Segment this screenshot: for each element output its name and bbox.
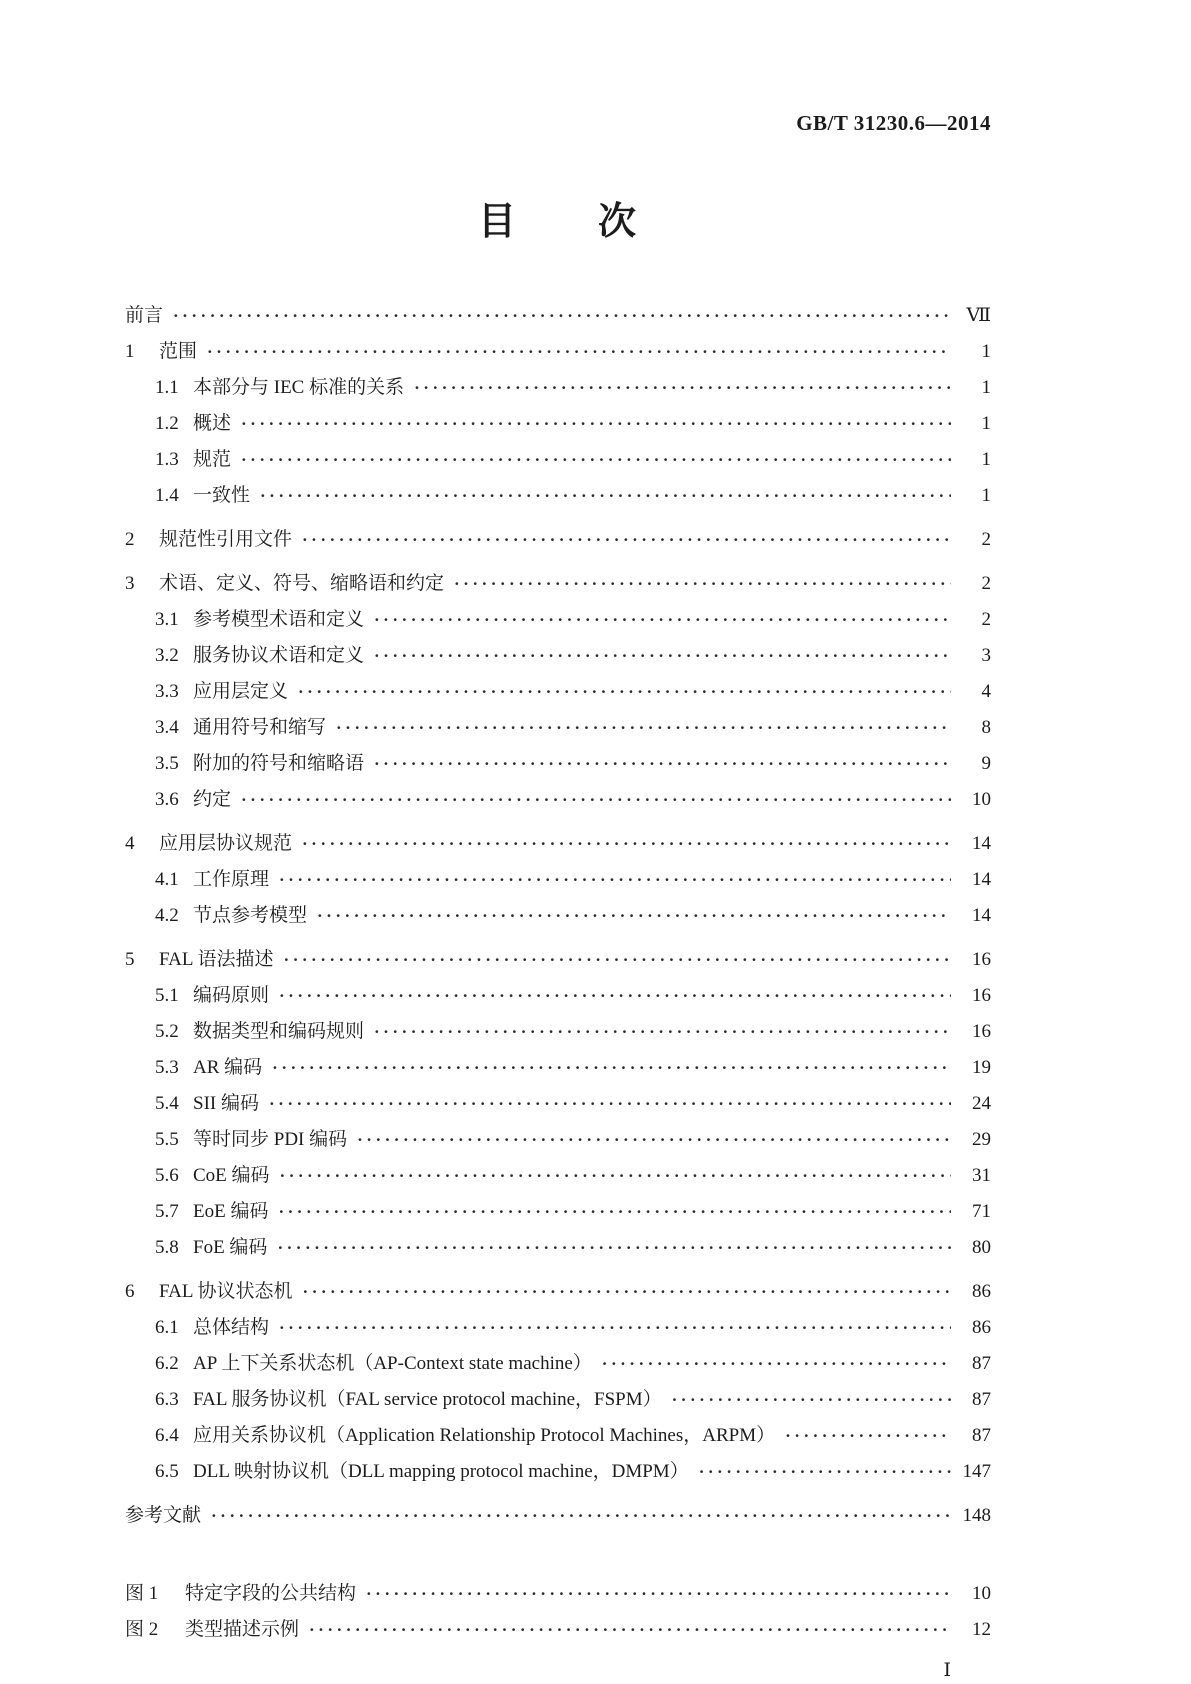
toc-entry-page: 16 xyxy=(972,985,991,1006)
toc-entry-number: 5.1 xyxy=(155,985,179,1006)
toc-leader-dots xyxy=(241,782,951,818)
doc-number: GB/T 31230.6—2014 xyxy=(796,111,991,135)
toc-entry-number: 1.3 xyxy=(155,449,179,470)
toc-entry-label: 范围 xyxy=(159,341,198,362)
toc-entry-label: 总体结构 xyxy=(193,1317,270,1338)
toc-entry-number: 3 xyxy=(125,573,135,594)
toc-leader-dots xyxy=(785,1418,951,1454)
toc-entry-number: 1 xyxy=(125,341,135,362)
toc-leader-dots xyxy=(414,370,951,406)
toc-entry-label: 应用层定义 xyxy=(193,681,289,702)
toc-entry-number: 3.2 xyxy=(155,645,179,666)
toc-entry-page: 14 xyxy=(972,869,991,890)
toc-entry xyxy=(125,1158,991,1194)
toc-entry xyxy=(125,1230,991,1266)
toc-entry-number: 5.3 xyxy=(155,1057,179,1078)
toc-entry-label: 应用层协议规范 xyxy=(159,833,293,854)
toc-entry-label: AR 编码 xyxy=(193,1057,263,1078)
toc-entry-label: SII 编码 xyxy=(193,1093,259,1114)
toc-entry xyxy=(125,406,991,442)
toc-entry-number: 1.2 xyxy=(155,413,179,434)
toc-entry-page: 2 xyxy=(981,573,991,594)
toc-entry xyxy=(125,1576,991,1612)
toc-entry-label: FAL 语法描述 xyxy=(159,949,274,970)
toc-entry-label: 术语、定义、符号、缩略语和约定 xyxy=(159,573,445,594)
toc-entry-label: 等时同步 PDI 编码 xyxy=(193,1129,348,1150)
toc-leader-dots xyxy=(241,406,951,442)
toc-leader-dots xyxy=(298,674,951,710)
toc-entry-page: 12 xyxy=(972,1619,991,1640)
toc-entry-label: 概述 xyxy=(193,413,232,434)
toc-entry-page: Ⅶ xyxy=(966,305,991,326)
toc-entry-page: 2 xyxy=(981,609,991,630)
toc-leader-dots xyxy=(302,522,951,558)
toc-entry-label: FAL 服务协议机（FAL service protocol machine，FSPM） xyxy=(193,1389,662,1410)
toc-entry-number: 6.1 xyxy=(155,1317,179,1338)
toc-entry xyxy=(125,1014,991,1050)
toc-entry xyxy=(125,1498,991,1534)
toc-entry-page: 1 xyxy=(981,341,991,362)
toc-entry-label: 服务协议术语和定义 xyxy=(193,645,365,666)
toc-leader-dots xyxy=(454,566,951,602)
toc-entry-label: 应用关系协议机（Application Relationship Protocol Machines，ARPM） xyxy=(193,1425,776,1446)
toc-leader-dots xyxy=(241,442,951,478)
toc-entry xyxy=(125,334,991,370)
toc-entry-page: 71 xyxy=(972,1201,991,1222)
toc-entry-number: 3.5 xyxy=(155,753,179,774)
toc-leader-dots xyxy=(278,1194,951,1230)
toc-entry-label: 类型描述示例 xyxy=(185,1619,300,1640)
toc-entry-label: CoE 编码 xyxy=(193,1165,270,1186)
toc-entry-number: 6.2 xyxy=(155,1353,179,1374)
toc-entry xyxy=(125,1310,991,1346)
toc-leader-dots xyxy=(303,1274,951,1310)
toc-entry-label: 附加的符号和缩略语 xyxy=(193,753,365,774)
toc-entry-label: 参考文献 xyxy=(125,1505,202,1526)
toc-entry xyxy=(125,782,991,818)
toc-leader-dots xyxy=(277,1230,951,1266)
toc-leader-dots xyxy=(357,1122,951,1158)
toc-entry-page: 80 xyxy=(972,1237,991,1258)
toc-entry-number: 4.1 xyxy=(155,869,179,890)
toc-leader-dots xyxy=(336,710,951,746)
toc-entry-number: 6.4 xyxy=(155,1425,179,1446)
toc-entry-number: 3.6 xyxy=(155,789,179,810)
toc-entry xyxy=(125,674,991,710)
toc-leader-dots xyxy=(272,1050,951,1086)
toc-leader-dots xyxy=(672,1382,951,1418)
toc-entry-number: 3.4 xyxy=(155,717,179,738)
toc-entry-page: 8 xyxy=(981,717,991,738)
toc-entry-page: 31 xyxy=(972,1165,991,1186)
toc-entry-page: 16 xyxy=(972,1021,991,1042)
toc-leader-dots xyxy=(302,826,951,862)
toc-entry-page: 2 xyxy=(981,529,991,550)
toc-list xyxy=(125,298,991,1534)
toc-entry-number: 5.4 xyxy=(155,1093,179,1114)
toc-leader-dots xyxy=(284,942,951,978)
page-number: Ⅰ xyxy=(943,1660,951,1681)
toc-entry xyxy=(125,602,991,638)
toc-entry xyxy=(125,1122,991,1158)
toc-entry-number: 6 xyxy=(125,1281,135,1302)
toc-entry xyxy=(125,1194,991,1230)
toc-leader-dots xyxy=(602,1346,951,1382)
toc-entry-page: 1 xyxy=(981,485,991,506)
toc-entry-label: FAL 协议状态机 xyxy=(159,1281,293,1302)
toc-entry xyxy=(125,1612,991,1648)
toc-entry xyxy=(125,566,991,602)
toc-entry-number: 6.5 xyxy=(155,1461,179,1482)
toc-entry-page: 19 xyxy=(972,1057,991,1078)
toc-entry-number: 5.7 xyxy=(155,1201,179,1222)
toc-entry-label: 数据类型和编码规则 xyxy=(193,1021,365,1042)
toc-entry xyxy=(125,298,991,334)
toc-entry-page: 147 xyxy=(962,1461,991,1482)
toc-entry-number: 1.1 xyxy=(155,377,179,398)
figure-list xyxy=(125,1576,991,1648)
toc-entry-page: 87 xyxy=(972,1353,991,1374)
toc-entry-number: 4 xyxy=(125,833,135,854)
toc-entry xyxy=(125,442,991,478)
toc-entry xyxy=(125,826,991,862)
toc-entry-number: 3.1 xyxy=(155,609,179,630)
toc-entry xyxy=(125,370,991,406)
toc-entry-label: AP 上下关系状态机（AP-Context state machine） xyxy=(193,1353,592,1374)
toc-leader-dots xyxy=(173,298,951,334)
toc-entry-number: 5 xyxy=(125,949,135,970)
toc-leader-dots xyxy=(260,478,951,514)
toc-entry-page: 86 xyxy=(972,1281,991,1302)
toc-entry-number: 5.5 xyxy=(155,1129,179,1150)
toc-entry-label: 约定 xyxy=(193,789,232,810)
toc-entry-page: 10 xyxy=(972,1583,991,1604)
toc-entry-page: 29 xyxy=(972,1129,991,1150)
toc-entry xyxy=(125,1050,991,1086)
toc-entry-page: 148 xyxy=(962,1505,991,1526)
page-title: 目 次 xyxy=(477,201,638,243)
toc-leader-dots xyxy=(317,898,951,934)
toc-entry-label: 特定字段的公共结构 xyxy=(185,1583,357,1604)
toc-entry xyxy=(125,638,991,674)
toc-entry-label: 规范性引用文件 xyxy=(159,529,293,550)
toc-leader-dots xyxy=(279,862,951,898)
toc-entry-page: 86 xyxy=(972,1317,991,1338)
toc-entry-label: 本部分与 IEC 标准的关系 xyxy=(193,377,405,398)
toc-entry-number: 5.8 xyxy=(155,1237,179,1258)
toc-entry xyxy=(125,978,991,1014)
toc-leader-dots xyxy=(279,978,951,1014)
toc-entry xyxy=(125,746,991,782)
toc-entry xyxy=(125,1086,991,1122)
toc-leader-dots xyxy=(207,334,951,370)
toc-entry xyxy=(125,942,991,978)
toc-entry-page: 1 xyxy=(981,377,991,398)
toc-entry-page: 9 xyxy=(981,753,991,774)
toc-entry-label: 节点参考模型 xyxy=(193,905,308,926)
toc-leader-dots xyxy=(309,1612,951,1648)
toc-entry xyxy=(125,710,991,746)
toc-entry-page: 1 xyxy=(981,449,991,470)
toc-entry xyxy=(125,1418,991,1454)
toc-entry-page: 87 xyxy=(972,1389,991,1410)
toc-leader-dots xyxy=(366,1576,951,1612)
toc-leader-dots xyxy=(280,1158,951,1194)
toc-entry-page: 10 xyxy=(972,789,991,810)
toc-entry xyxy=(125,1382,991,1418)
toc-entry-number: 4.2 xyxy=(155,905,179,926)
toc-entry-label: 规范 xyxy=(193,449,232,470)
toc-entry-number: 图 2 xyxy=(125,1619,159,1640)
toc-entry-number: 5.6 xyxy=(155,1165,179,1186)
toc-leader-dots xyxy=(374,602,951,638)
toc-entry-page: 3 xyxy=(981,645,991,666)
toc-leader-dots xyxy=(211,1498,951,1534)
toc-entry xyxy=(125,1274,991,1310)
toc-entry-number: 3.3 xyxy=(155,681,179,702)
toc-entry-page: 24 xyxy=(972,1093,991,1114)
toc-entry-number: 5.2 xyxy=(155,1021,179,1042)
toc-entry-label: DLL 映射协议机（DLL mapping protocol machine，DMPM） xyxy=(193,1461,689,1482)
toc-entry xyxy=(125,478,991,514)
toc-entry-label: FoE 编码 xyxy=(193,1237,268,1258)
toc-entry-page: 87 xyxy=(972,1425,991,1446)
toc-entry-label: EoE 编码 xyxy=(193,1201,269,1222)
toc-leader-dots xyxy=(374,746,951,782)
toc-entry-number: 2 xyxy=(125,529,135,550)
toc-leader-dots xyxy=(279,1310,951,1346)
toc-leader-dots xyxy=(374,638,951,674)
toc-entry-label: 参考模型术语和定义 xyxy=(193,609,365,630)
toc-entry-number: 图 1 xyxy=(125,1583,159,1604)
toc-entry xyxy=(125,522,991,558)
toc-entry-number: 1.4 xyxy=(155,485,179,506)
toc-entry-page: 14 xyxy=(972,833,991,854)
toc-entry xyxy=(125,898,991,934)
toc-entry-label: 编码原则 xyxy=(193,985,270,1006)
toc-entry xyxy=(125,1454,991,1490)
toc-entry-page: 1 xyxy=(981,413,991,434)
toc-entry-number: 6.3 xyxy=(155,1389,179,1410)
toc-entry-label: 通用符号和缩写 xyxy=(193,717,327,738)
toc-entry xyxy=(125,862,991,898)
toc-leader-dots xyxy=(699,1454,951,1490)
toc-entry-page: 4 xyxy=(981,681,991,702)
toc-entry xyxy=(125,1346,991,1382)
toc-entry-label: 一致性 xyxy=(193,485,251,506)
toc-entry-label: 前言 xyxy=(125,305,164,326)
toc-entry-page: 16 xyxy=(972,949,991,970)
toc-leader-dots xyxy=(269,1086,951,1122)
toc-entry-page: 14 xyxy=(972,905,991,926)
toc-leader-dots xyxy=(374,1014,951,1050)
toc-entry-label: 工作原理 xyxy=(193,869,270,890)
